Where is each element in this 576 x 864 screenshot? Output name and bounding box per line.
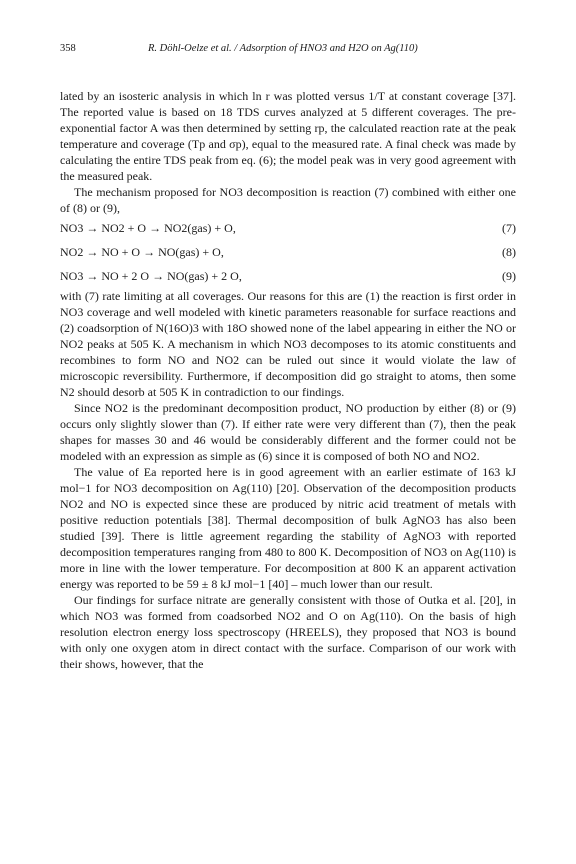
equation-number: (7) xyxy=(502,221,516,235)
equation-9 xyxy=(60,264,516,288)
equation-number: (8) xyxy=(502,245,516,259)
paragraph: lated by an isosteric analysis in which ln r was plotted versus 1/T at constant coverage [37]. The reported value is based on 18 TDS curves analyzed at 5 different coverages. The pre-exponential factor A was then determined by setting rp, the calculated reaction rate at the peak temperature and coverage (Tp and σp), equal to the measured rate. A final check was made by calculating the entire TDS peak from eq. (6); the model peak was in very good agreement with the measured peak. xyxy=(60,89,516,183)
paragraph: The value of Ea reported here is in good agreement with an earlier estimate of 163 kJ mol−1 for NO3 decomposition on Ag(110) [20]. Observation of the decomposition products NO2 and NO is expected since these are produced by nitric acid treatment of metals with positive reduction potentials [38]. Thermal decomposition of bulk AgNO3 has also been studied [39]. There is little agreement regarding the stability of AgNO3 with reported decomposition temperatures ranging from 480 to 800 K. Decomposition of NO3 on Ag(110) is more in line with the lower temperature. For decomposition at 800 K an apparent activation energy was reported to be 59 ± 8 kJ mol−1 [40] – much lower than our result. xyxy=(60,465,516,591)
running-title: R. Döhl-Oelze et al. / Adsorption of HNO3 and H2O on Ag(110) xyxy=(148,43,418,54)
paragraph: with (7) rate limiting at all coverages. Our reasons for this are (1) the reaction is first order in NO3 coverage and well modeled with kinetic parameters reasonable for surface reactions and (2) coadsorption of N(16O)3 with 18O showed none of the label appearing in either the NO or NO2 peaks at 505 K. A mechanism in which NO3 decomposes to its atomic constituents and recombines to form NO and NO2 can be ruled out since it would violate the law of microscopic reversibility. Furthermore, if decomposition did go straight to atoms, then some N2 should desorb at 505 K in contradiction to our findings. xyxy=(60,289,516,399)
equation-8 xyxy=(60,240,516,264)
paragraph: The mechanism proposed for NO3 decomposition is reaction (7) combined with either one of (8) or (9), xyxy=(60,185,516,215)
equation-number: (9) xyxy=(502,269,516,283)
equation-7 xyxy=(60,216,516,240)
equation-expression: NO3 → NO2 + O → NO2(gas) + O, xyxy=(60,221,236,235)
article-body xyxy=(60,88,516,672)
page-number: 358 xyxy=(60,43,76,54)
equation-expression: NO3 → NO + 2 O → NO(gas) + 2 O, xyxy=(60,269,242,283)
page-header xyxy=(60,43,515,59)
paragraph: Our findings for surface nitrate are generally consistent with those of Outka et al. [20], in which NO3 was formed from coadsorbed NO2 and O on Ag(110). On the basis of high resolution electron energy loss spectroscopy (HREELS), they proposed that NO3 is bound with only one oxygen atom in direct contact with the surface. Comparison of our work with their shows, however, that the xyxy=(60,593,516,671)
equation-expression: NO2 → NO + O → NO(gas) + O, xyxy=(60,245,224,259)
paragraph: Since NO2 is the predominant decomposition product, NO production by either (8) or (9) occurs only slightly slower than (7). If either rate were very different than (7), then the peak shapes for masses 30 and 46 would be considerably different and the former could not be modeled with an expression as simple as (6) since it is composed of both NO and NO2. xyxy=(60,401,516,463)
